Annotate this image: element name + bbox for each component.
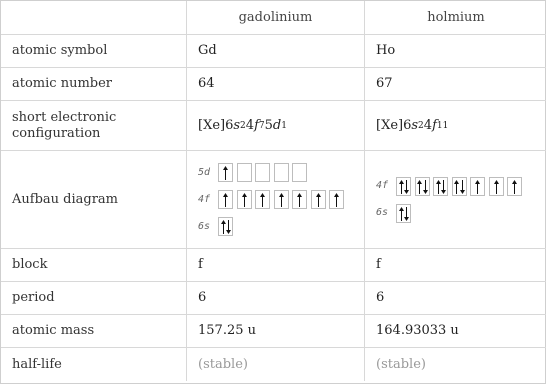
gd-orbital-4f (198, 189, 348, 210)
orbital-box (452, 177, 467, 196)
orbital-box (329, 190, 344, 209)
orbital-box (470, 177, 485, 196)
row-label-atomic-mass: atomic mass (1, 315, 187, 348)
gadolinium-period: 6 (187, 282, 365, 315)
spin-up-arrow-icon (417, 180, 422, 194)
ho-orbital-4f (376, 176, 526, 197)
holmium-atomic-mass: 164.93033 u (365, 315, 546, 348)
orbital-label: 4f (376, 180, 389, 191)
spin-up-arrow-icon (454, 180, 459, 194)
config-s: s (411, 117, 419, 133)
row-label-atomic-symbol: atomic symbol (1, 35, 187, 68)
header-blank-cell (1, 1, 187, 35)
spin-up-arrow-icon (399, 207, 404, 221)
config-s: s (233, 117, 241, 133)
gadolinium-atomic-mass: 157.25 u (187, 315, 365, 348)
gadolinium-atomic-number: 64 (187, 68, 365, 101)
spin-down-arrow-icon (441, 180, 446, 194)
spin-down-arrow-icon (460, 180, 465, 194)
orbital-label: 6s (198, 220, 211, 232)
orbital-box (218, 163, 233, 182)
spin-up-arrow-icon (242, 193, 247, 207)
holmium-half-life: (stable) (376, 356, 426, 372)
spin-up-arrow-icon (512, 180, 517, 194)
spin-up-arrow-icon (334, 193, 339, 207)
spin-down-arrow-icon (404, 180, 409, 194)
orbital-box (415, 177, 430, 196)
spin-up-arrow-icon (260, 193, 265, 207)
orbital-label: 5d (198, 166, 211, 178)
config-d: d (272, 117, 282, 133)
spin-up-arrow-icon (223, 166, 228, 180)
row-label-aufbau-diagram: Aufbau diagram (1, 151, 187, 249)
spin-up-arrow-icon (475, 180, 480, 194)
orbital-box (396, 177, 411, 196)
orbital-label: 4f (198, 193, 211, 205)
spin-up-arrow-icon (399, 180, 404, 194)
orbital-box (255, 163, 270, 182)
config-4: 4 (245, 117, 255, 133)
gadolinium-atomic-symbol: Gd (187, 35, 365, 68)
config-core: [Xe]6 (198, 117, 234, 133)
holmium-period: 6 (365, 282, 546, 315)
row-label-atomic-number: atomic number (1, 68, 187, 101)
orbital-box (218, 190, 233, 209)
row-label-period: period (1, 282, 187, 315)
header-gadolinium: gadolinium (187, 1, 365, 35)
gadolinium-aufbau-diagram (187, 151, 365, 249)
holmium-atomic-number: 67 (365, 68, 546, 101)
gadolinium-block: f (187, 249, 365, 282)
gd-orbital-5d (198, 162, 311, 183)
spin-up-arrow-icon (297, 193, 302, 207)
config-core: [Xe]6 (376, 117, 412, 133)
orbital-box (292, 190, 307, 209)
spin-up-arrow-icon (316, 193, 321, 207)
orbital-box (507, 177, 522, 196)
orbital-box (433, 177, 448, 196)
spin-up-arrow-icon (436, 180, 441, 194)
spin-down-arrow-icon (423, 180, 428, 194)
ho-orbital-6s (376, 203, 415, 224)
spin-up-arrow-icon (221, 220, 226, 234)
orbital-box (396, 204, 411, 223)
header-holmium: holmium (365, 1, 546, 35)
orbital-box (255, 190, 270, 209)
gd-orbital-6s (198, 216, 237, 237)
orbital-box (274, 163, 289, 182)
holmium-atomic-symbol: Ho (365, 35, 546, 68)
spin-up-arrow-icon (279, 193, 284, 207)
orbital-box (311, 190, 326, 209)
spin-down-arrow-icon (226, 220, 231, 234)
config-5: 5 (264, 117, 273, 133)
row-label-half-life: half-life (1, 348, 187, 381)
holmium-aufbau-diagram (365, 151, 546, 249)
row-label-electronic-configuration: short electronic configuration (1, 101, 187, 151)
orbital-box (237, 163, 252, 182)
orbital-box (489, 177, 504, 196)
orbital-box (218, 217, 233, 236)
row-label-block: block (1, 249, 187, 282)
orbital-box (274, 190, 289, 209)
holmium-block: f (365, 249, 546, 282)
orbital-label: 6s (376, 207, 389, 218)
orbital-box (292, 163, 307, 182)
spin-up-arrow-icon (223, 193, 228, 207)
config-f: f (432, 117, 437, 133)
config-f: f (254, 117, 259, 133)
spin-down-arrow-icon (404, 207, 409, 221)
config-4: 4 (423, 117, 433, 133)
gadolinium-half-life: (stable) (187, 348, 365, 381)
holmium-electronic-configuration: [Xe]6 s 2 4 f 11 (365, 101, 546, 151)
orbital-box (237, 190, 252, 209)
spin-up-arrow-icon (494, 180, 499, 194)
gadolinium-electronic-configuration: [Xe]6 s 2 4 f 7 5 d 1 (187, 101, 365, 151)
